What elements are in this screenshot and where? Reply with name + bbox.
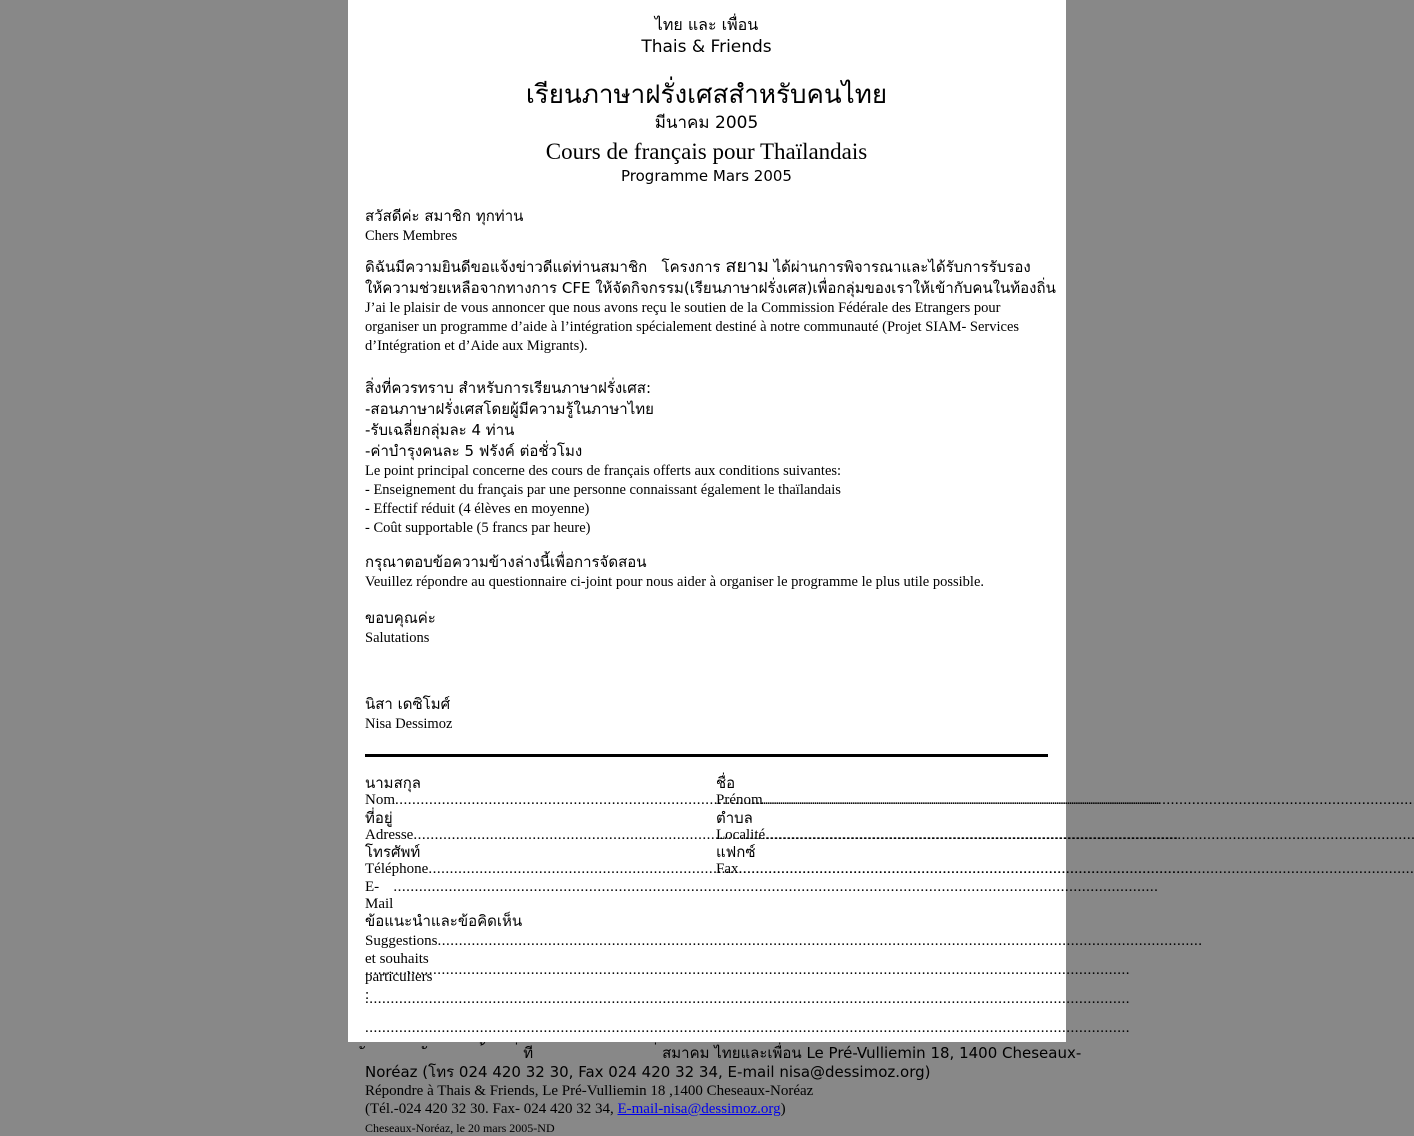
suggestions-label-thai: ข้อแนะนำและข้อคิดเห็น (365, 911, 1048, 932)
suggestions-fill-line-2 (365, 990, 1048, 1008)
intro-thai-line-1-after: ได้ผ่านการพิจารณาและได้รับการรับรอง (769, 258, 1031, 276)
email-link[interactable]: E-mail-nisa@dessimoz.org (617, 1101, 780, 1117)
footer-address-thai-line: ั ั ้ ่ ที ่ สมาคม ไทยและเพื่อน Le Pré-Vulliemin 18, 1400 Cheseaux- (365, 1044, 1048, 1063)
locality-label-thai: ตำบล (716, 810, 1048, 827)
locality-label-french: Localité (716, 827, 765, 845)
siam-project-word: สยาม (725, 256, 769, 277)
section-divider (365, 754, 1048, 757)
conditions-french-item-3: - Coût supportable (5 francs par heure) (365, 519, 1048, 538)
greeting-french: Chers Membres (365, 227, 1048, 246)
intro-french-line-2: organiser un programme d’aide à l’intégration spécialement destiné à notre communauté (Projet SIAM- Services (365, 318, 1048, 337)
address-label-french: Adresse (365, 827, 413, 845)
document-title-french: Cours de français pour Thaïlandais (365, 138, 1048, 166)
lastname-label-thai: นามสกุล (365, 775, 653, 792)
signature-name-thai: นิสา เดซิโมศ์ (365, 694, 1048, 715)
request-french: Veuillez répondre au questionnaire ci-joint pour nous aider à organiser le programme le plus utile possible. (365, 573, 1048, 592)
document-title-thai: เรียนภาษาฝรั่งเศสสำหรับคนไทย (365, 79, 1048, 111)
suggestions-label-french: Suggestions et souhaits particuliers : (365, 932, 438, 1004)
conditions-thai-item-3: -ค่าบำรุงคนละ 5 ฟรังค์ ต่อชั่วโมง (365, 441, 1048, 462)
fax-label-french: Fax (716, 861, 739, 879)
document-page (348, 0, 1066, 1042)
signature-name-latin: Nisa Dessimoz (365, 715, 1048, 734)
request-thai: กรุณาตอบข้อความข้างล่างนี้เพื่อการจัดสอน (365, 552, 1048, 573)
footer-reply-address-french: Répondre à Thais & Friends, Le Pré-Vulliemin 18 ,1400 Cheseaux-Noréaz (365, 1082, 1048, 1100)
intro-thai-line-1 (365, 256, 1048, 278)
conditions-thai-item-2: -รับเฉลี่ยกลุ่มละ 4 ท่าน (365, 420, 1048, 441)
conditions-french-heading: Le point principal concerne des cours de français offerts aux conditions suivantes: (365, 462, 1048, 481)
footer-contact-french-line (365, 1100, 1048, 1118)
intro-french-line-3: d’Intégration et d’Aide aux Migrants). (365, 337, 1048, 356)
firstname-label-thai: ชื่อ (716, 775, 1048, 792)
conditions-french-item-1: - Enseignement du français par une personne connaissant également le thaïlandais (365, 481, 1048, 500)
locality-fill-line (765, 827, 1414, 845)
greeting-thai: สวัสดีค่ะ สมาชิก ทุกท่าน (365, 206, 1048, 227)
footer-contact-prefix: (Tél.-024 420 32 30. Fax- 024 420 32 34, (365, 1101, 617, 1117)
closing-thai: ขอบคุณค่ะ (365, 608, 1048, 629)
intro-thai-line-2: ให้ความช่วยเหลือจากทางการ CFE ให้จัดกิจกรรม(เรียนภาษาฝรั่งเศส)เพื่อกลุ่มของเราให้เข้ากับคนในท้องถิ่น (365, 278, 1048, 299)
phone-label-thai: โทรศัพท์ (365, 844, 653, 861)
fax-label-thai: แฟกซ์ (716, 844, 1048, 861)
suggestions-fill-line-0 (438, 932, 1203, 950)
firstname-label-french: Prénom (716, 792, 763, 810)
email-label: E-Mail (365, 879, 393, 914)
intro-thai-line-1-before: ดิฉันมีความยินดีขอแจ้งข่าวดีแด่ท่านสมาชิก โครงการ (365, 258, 725, 276)
phone-label-french: Téléphone (365, 861, 428, 879)
document-subtitle-french: Programme Mars 2005 (365, 166, 1048, 186)
lastname-label-french: Nom (365, 792, 395, 810)
reply-form (365, 775, 1048, 896)
intro-french-line-1: J’ai le plaisir de vous annoncer que nous avons reçu le soutien de la Commission Fédérale des Etrangers pour (365, 299, 1048, 318)
address-label-thai: ที่อยู่ (365, 810, 653, 827)
closing-french: Salutations (365, 629, 1048, 648)
footer (365, 1044, 1048, 1136)
fax-fill-line (739, 861, 1414, 879)
footer-contact-suffix: ) (781, 1101, 786, 1117)
conditions-thai-heading: สิ่งที่ควรทราบ สำหรับการเรียนภาษาฝรั่งเศส: (365, 378, 1048, 399)
footer-dateline: Cheseaux-Noréaz, le 20 mars 2005-ND (365, 1120, 1048, 1136)
firstname-fill-line (763, 792, 1414, 810)
org-name-thai: ไทย และ เพื่อน (365, 14, 1048, 36)
org-name-english: Thais & Friends (365, 36, 1048, 59)
document-date-thai: มีนาคม 2005 (365, 111, 1048, 135)
conditions-thai-item-1: -สอนภาษาฝรั่งเศสโดยผู้มีความรู้ในภาษาไทย (365, 399, 1048, 420)
suggestions-fill-line-3 (365, 1019, 1048, 1037)
conditions-french-item-2: - Effectif réduit (4 élèves en moyenne) (365, 500, 1048, 519)
suggestions-fill-line-1 (365, 961, 1048, 979)
footer-contact-thai-line: Noréaz (โทร 024 420 32 30, Fax 024 420 32 34, E-mail nisa@dessimoz.org) (365, 1063, 1048, 1082)
